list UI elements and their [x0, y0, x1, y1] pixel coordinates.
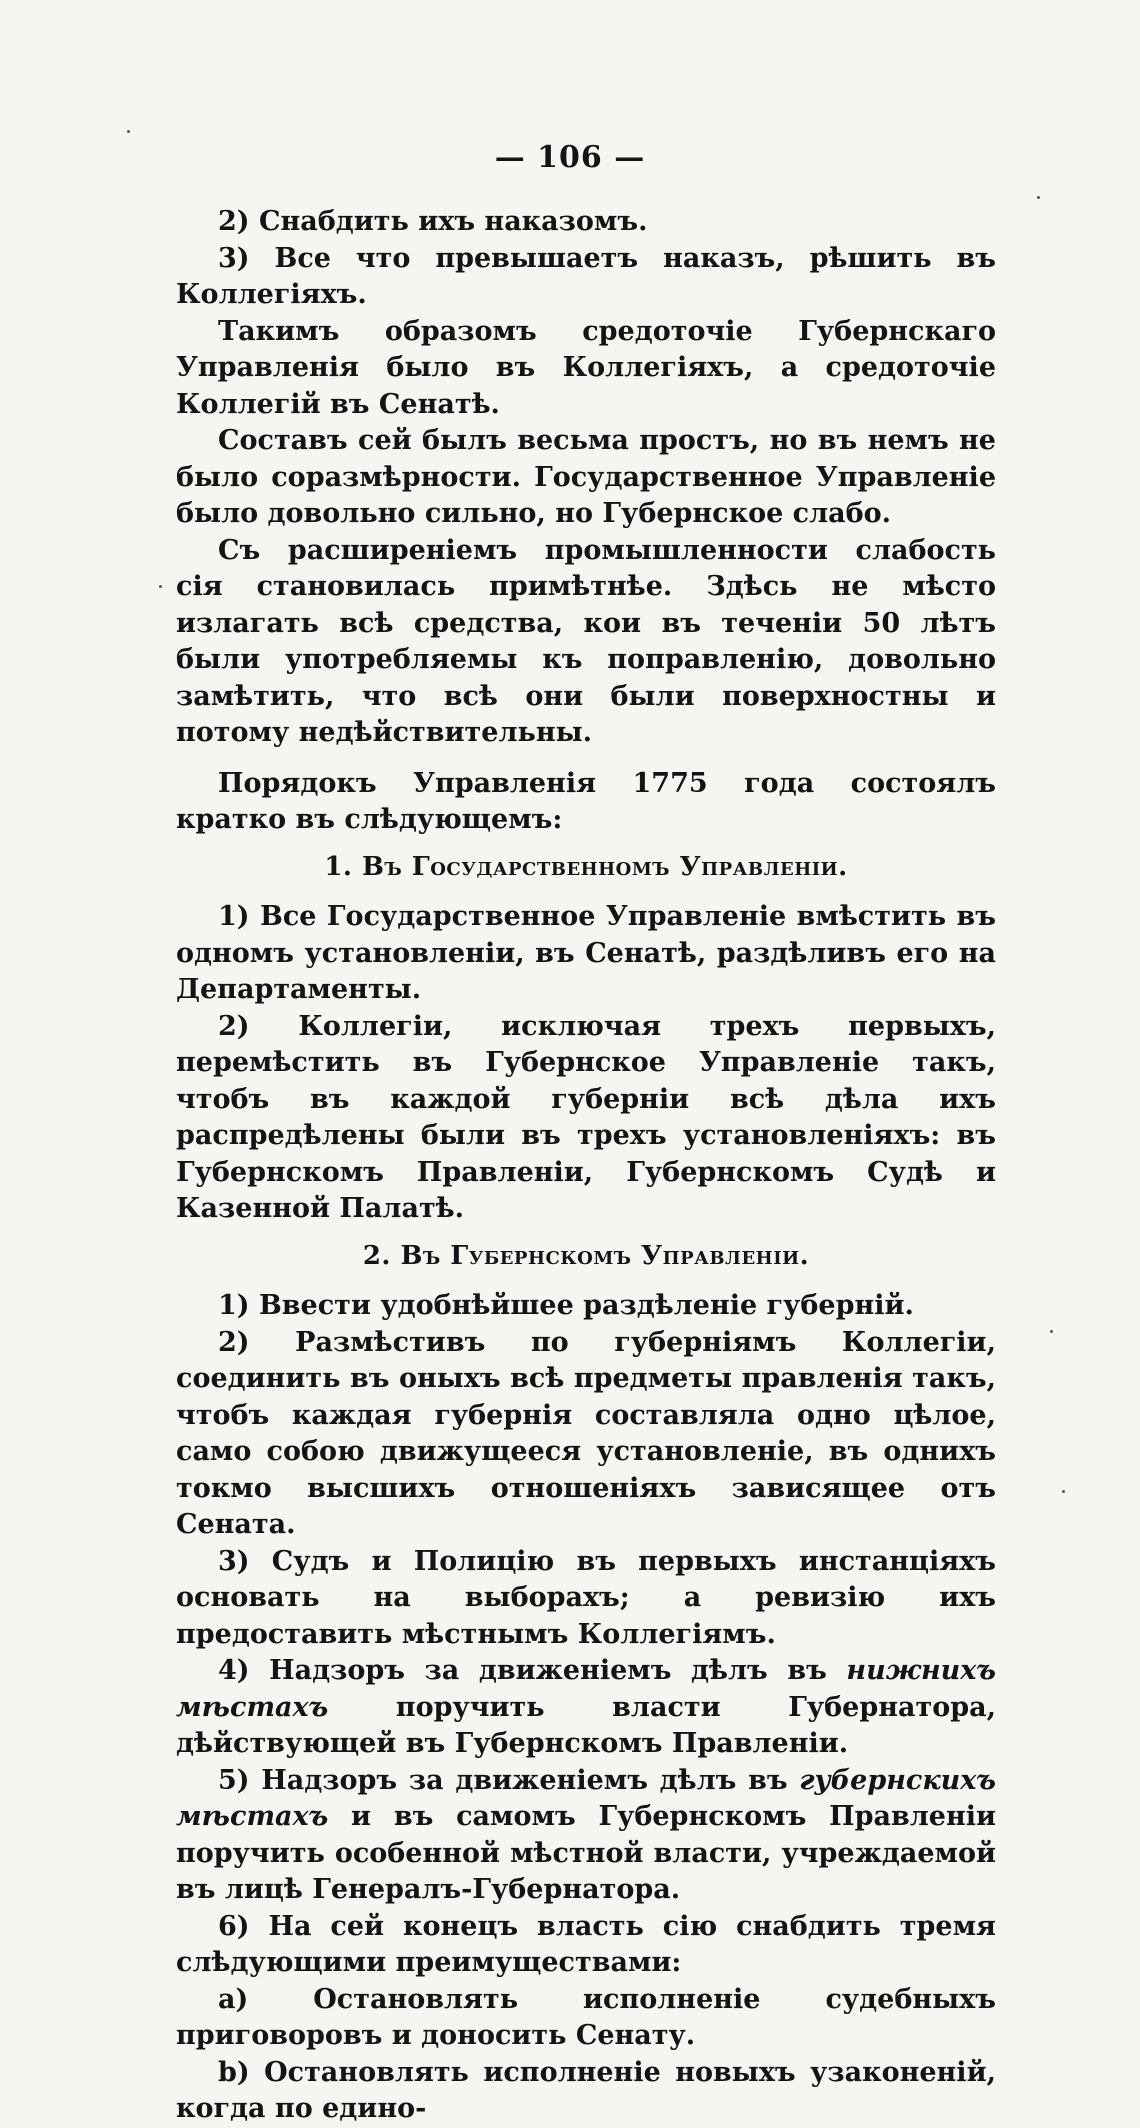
- paragraph-12-italic: нижнихъ мѣстахъ: [176, 1655, 996, 1723]
- paragraph-2: 3) Все что превышаетъ наказъ, рѣшить въ Коллегiяхъ.: [176, 242, 996, 310]
- section-heading-2: 2. Въ Губернскомъ Управленiи.: [362, 1240, 810, 1271]
- paragraph-13-start: 5) Надзоръ за движенiемъ дѣлъ въ: [218, 1764, 800, 1796]
- paragraph-12: [176, 1653, 996, 1763]
- scan-speck: [1050, 1330, 1053, 1333]
- paragraph-16: b) Остановлять исполненiе новыхъ узаконенiй, когда по едино-: [176, 2056, 996, 2124]
- paragraph-4: Составъ сей былъ весьма простъ, но въ немъ не было соразмѣрности. Государственное Управленiе было довольно сильно, но Губернское слабо.: [176, 425, 996, 529]
- paragraph-3: Такимъ образомъ средоточiе Губернскаго Управленiя было въ Коллегiяхъ, а средоточiе Коллегiй въ Сенатѣ.: [176, 315, 996, 420]
- scan-speck: [1062, 1490, 1065, 1493]
- paragraph-13: [176, 1763, 996, 1909]
- paragraph-1: 2) Снабдить ихъ наказомъ.: [218, 206, 648, 237]
- paragraph-10: 2) Размѣстивъ по губернiямъ Коллегiи, соединить въ оныхъ всѣ предметы правленiя такъ, чтобъ каждая губернiя составляла одно цѣлое, само собою движущееся установленiе, въ однихъ токмо высшихъ отношенiяхъ зависящее отъ Сената.: [176, 1326, 996, 1540]
- paragraph-15: a) Остановлять исполненiе судебныхъ приговоровъ и доносить Сенату.: [176, 1983, 996, 2051]
- page-number: — 106 —: [494, 140, 646, 175]
- paragraph-9: 1) Ввести удобнѣйшее раздѣленiе губернiй.: [218, 1290, 914, 1321]
- body-text: [176, 204, 996, 2128]
- paragraph-5: Съ расширенiемъ промышленности слабость сiя становилась примѣтнѣе. Здѣсь не мѣсто излагать всѣ средства, кои въ теченiи 50 лѣтъ были употребляемы къ поправленiю, довольно замѣтить, что всѣ они были поверхностны и потому недѣйствительны.: [176, 534, 996, 748]
- paragraph-11: 3) Судъ и Полицiю въ первыхъ инстанцiяхъ основать на выборахъ; а ревизiю ихъ предоставить мѣстнымъ Коллегiямъ.: [176, 1545, 996, 1650]
- paragraph-13-end: и въ самомъ Губернскомъ Правленiи поручить особенной мѣстной власти, учреждаемой въ лицѣ Генералъ-Губернатора.: [176, 1801, 996, 1905]
- paragraph-7: 1) Все Государственное Управленiе вмѣстить въ одномъ установленiи, въ Сенатѣ, раздѣливъ его на Департаменты.: [176, 901, 996, 1005]
- paragraph-14: 6) На сей конецъ власть сiю снабдить тремя слѣдующими преимуществами:: [176, 1910, 996, 1978]
- section-heading-1: 1. Въ Государственномъ Управленiи.: [324, 851, 848, 882]
- paragraph-12-start: 4) Надзоръ за движенiемъ дѣлъ въ: [218, 1655, 847, 1686]
- paragraph-8: 2) Коллегiи, исключая трехъ первыхъ, перемѣстить въ Губернское Управленiе такъ, чтобъ въ каждой губернiи всѣ дѣла ихъ распредѣлены были въ трехъ установленiяхъ: въ Губернскомъ Правленiи, Губернскомъ Судѣ и Казенной Палатѣ.: [176, 1010, 996, 1224]
- paragraph-12-end: поручить власти Губернатора, дѣйствующей въ Губернскомъ Правленiи.: [176, 1691, 996, 1759]
- paragraph-6: Порядокъ Управленiя 1775 года состоялъ кратко въ слѣдующемъ:: [176, 767, 996, 835]
- paragraph-13-italic: губернскихъ мѣстахъ: [176, 1764, 996, 1832]
- scan-speck: [127, 130, 130, 133]
- scan-speck: [1037, 196, 1040, 199]
- scan-speck: [159, 585, 162, 588]
